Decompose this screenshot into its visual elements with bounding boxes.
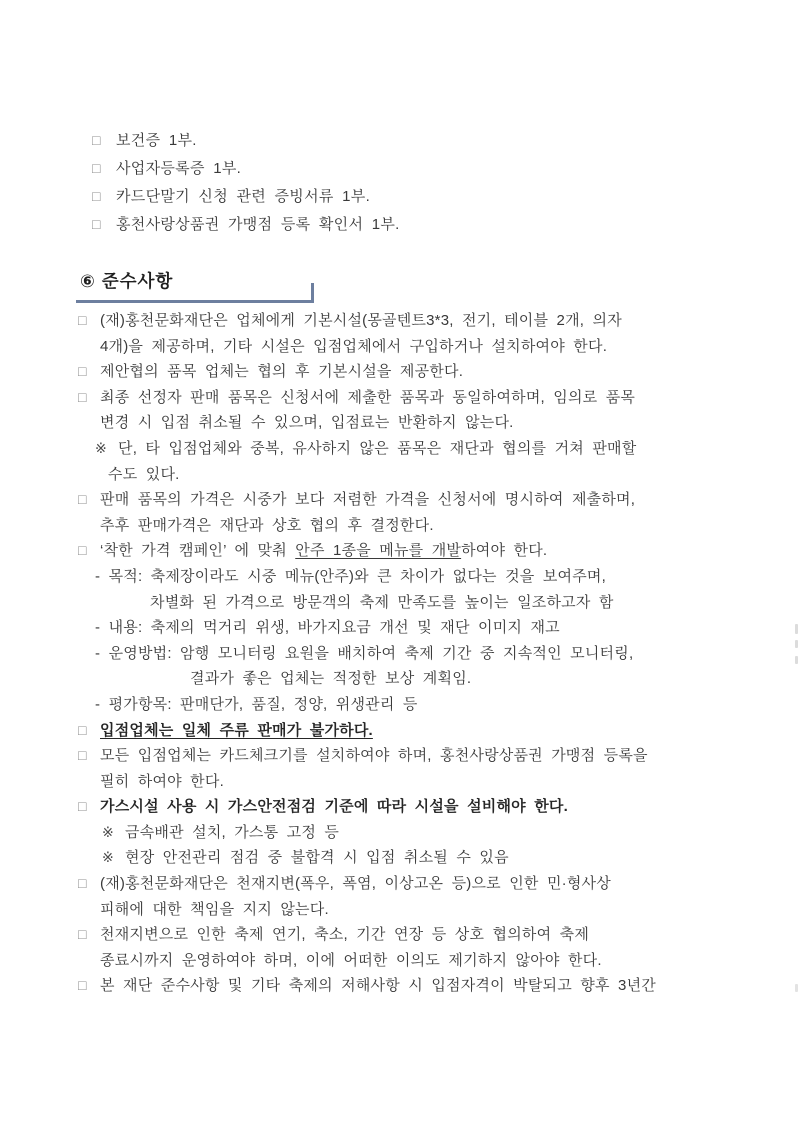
checklist-line: [0, 743, 800, 769]
checklist-line-continuation: [0, 513, 800, 539]
attachment-item: [0, 126, 800, 154]
checklist-line: [0, 718, 800, 744]
line-text: 추후 판매가격은 재단과 상호 협의 후 결정한다.: [100, 516, 434, 534]
attachments-list: [0, 126, 800, 238]
line-text: (재)홍천문화재단은 업체에게 기본시설(몽골텐트3*3, 전기, 테이블 2개, 의자: [100, 312, 622, 329]
checkbox-icon: □: [78, 721, 87, 738]
line-text: 종료시까지 운영하여야 하며, 이에 어떠한 이의도 제기하지 않아야 한다.: [100, 951, 602, 969]
section-number: ⑥: [80, 271, 96, 291]
line-text: 모든 입점업체는 카드체크기를 설치하여야 하며, 홍천사랑상품권 가맹점 등록을: [100, 747, 648, 765]
checkbox-icon: □: [78, 312, 87, 328]
sub-item-line: [0, 692, 800, 718]
line-text: 변경 시 입점 취소될 수 있으며, 입점료는 반환하지 않는다.: [100, 414, 514, 432]
reference-mark-icon: ※: [102, 823, 114, 840]
reference-mark-icon: ※: [95, 439, 107, 456]
attachment-item-label: 사업자등록증 1부.: [116, 160, 242, 177]
checkbox-icon: □: [78, 875, 87, 892]
checklist-line: [0, 487, 800, 513]
line-text: 4개)을 제공하며, 기타 시설은 입점업체에서 구입하거나 설치하여야 한다.: [100, 337, 608, 355]
note-line: [0, 436, 800, 462]
line-text-underlined: 안주 1종을 메뉴를 개발: [295, 542, 462, 560]
sub-item-line: [0, 615, 800, 641]
checklist-line: [0, 359, 800, 385]
line-text: (재)홍천문화재단은 천재지변(폭우, 폭염, 이상고온 등)으로 인한 민·형사상: [100, 875, 611, 893]
line-text: 수도 있다.: [108, 465, 180, 483]
attachment-item: [0, 182, 800, 210]
line-text: - 평가항목: 판매단가, 품질, 정양, 위생관리 등: [95, 695, 418, 713]
attachment-item-label: 카드단말기 신청 관련 증빙서류 1부.: [116, 188, 371, 205]
checklist-line: [0, 871, 800, 897]
checkbox-icon: □: [78, 798, 87, 815]
checkbox-icon: □: [92, 160, 101, 176]
checklist-line-continuation: [0, 334, 800, 360]
note-line-continuation: [0, 462, 800, 488]
line-text: [100, 542, 547, 559]
reference-mark-icon: ※: [102, 849, 114, 866]
line-text: 입점업체는 일체 주류 판매가 불가하다.: [100, 721, 373, 739]
line-text: 피해에 대한 책임을 지지 않는다.: [100, 900, 329, 918]
checkbox-icon: □: [92, 188, 101, 204]
line-text: 단, 타 입점업체와 중복, 유사하지 않은 품목은 재단과 협의를 거쳐 판매할: [118, 439, 637, 457]
checklist-line-continuation: [0, 948, 800, 974]
checkbox-icon: □: [78, 491, 87, 508]
line-text: 필히 하여야 한다.: [100, 772, 224, 790]
attachment-item: [0, 210, 800, 238]
checkbox-icon: □: [78, 747, 87, 764]
line-text: 현장 안전관리 점검 중 불합격 시 입점 취소될 수 있음: [125, 849, 509, 867]
sub-item-continuation: [0, 666, 800, 692]
checklist-line-continuation: [0, 769, 800, 795]
checklist-line: [0, 922, 800, 948]
attachment-item: [0, 154, 800, 182]
note-line: [0, 820, 800, 846]
note-line: [0, 845, 800, 871]
checkbox-icon: □: [92, 216, 101, 232]
line-text: 천재지변으로 인한 축제 연기, 축소, 기간 연장 등 상호 협의하여 축제: [100, 926, 590, 944]
checklist-line-continuation: [0, 410, 800, 436]
attachment-item-label: 보건증 1부.: [116, 132, 197, 149]
checkbox-icon: □: [78, 363, 87, 380]
checkbox-icon: □: [92, 132, 101, 148]
scan-artifact: [795, 624, 798, 634]
line-text: 차별화 된 가격으로 방문객의 축제 만족도를 높이는 일조하고자 함: [150, 593, 614, 611]
line-text: 결과가 좋은 업체는 적정한 보상 계획임.: [190, 670, 472, 688]
line-text: - 목적: 축제장이라도 시중 메뉴(안주)와 큰 차이가 없다는 것을 보여주며,: [95, 567, 606, 585]
section-header: [76, 266, 314, 303]
checkbox-icon: □: [78, 977, 87, 994]
checklist-line-continuation: [0, 897, 800, 923]
line-text-suffix: 하여야 한다.: [461, 542, 548, 560]
compliance-list: [0, 308, 800, 999]
line-text: 본 재단 준수사항 및 기타 축제의 저해사항 시 입점자격이 박탈되고 향후 3년간: [100, 977, 656, 995]
checklist-line: [0, 794, 800, 820]
sub-item-line: [0, 564, 800, 590]
checklist-line: [0, 538, 800, 564]
checklist-line: [0, 385, 800, 411]
scan-artifact: [795, 656, 798, 664]
sub-item-continuation: [0, 590, 800, 616]
line-text: 판매 품목의 가격은 시중가 보다 저렴한 가격을 신청서에 명시하여 제출하며,: [100, 491, 636, 509]
attachment-item-label: 홍천사랑상품권 가맹점 등록 확인서 1부.: [116, 216, 400, 233]
checklist-line: [0, 308, 800, 334]
line-text: 금속배관 설치, 가스통 고정 등: [125, 823, 340, 841]
scan-artifact: [795, 984, 798, 992]
line-text: - 내용: 축제의 먹거리 위생, 바가지요금 개선 및 재단 이미지 재고: [95, 619, 560, 637]
line-text: 제안협의 품목 업체는 협의 후 기본시설을 제공한다.: [100, 363, 464, 381]
line-text: - 운영방법: 암행 모니터링 요원을 배치하여 축제 기간 중 지속적인 모니터링,: [95, 644, 634, 662]
line-text: 가스시설 사용 시 가스안전점검 기준에 따라 시설을 설비해야 한다.: [100, 798, 568, 816]
checkbox-icon: □: [78, 388, 87, 405]
header-rule-tick: [311, 283, 314, 300]
sub-item-line: [0, 641, 800, 667]
section-title: 준수사항: [101, 271, 174, 291]
checkbox-icon: □: [78, 926, 87, 943]
checkbox-icon: □: [78, 542, 87, 559]
line-text: 최종 선정자 판매 품목은 신청서에 제출한 품목과 동일하여하며, 임의로 품목: [100, 388, 636, 406]
checklist-line: [0, 973, 800, 999]
line-text-prefix: ‘착한 가격 캠페인’ 에 맞춰: [100, 542, 296, 560]
scan-artifact: [795, 640, 798, 648]
